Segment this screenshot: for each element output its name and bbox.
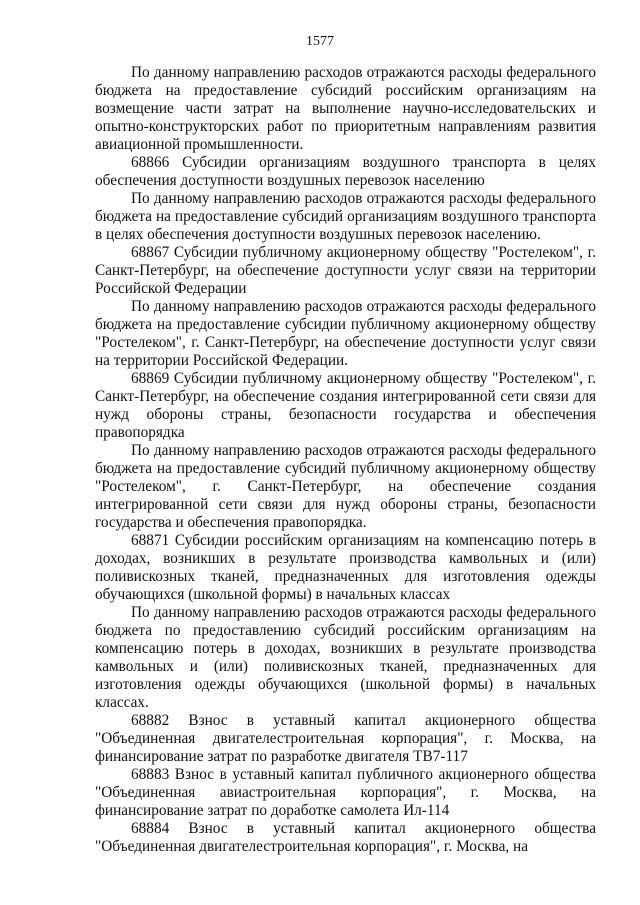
paragraph: По данному направлению расходов отражаются расходы федерального бюджета на предоставление субсидии публичному акционерному обществу "Ростелеком", г. Санкт-Петербург, на обеспечение доступности услуг связи на территории Российской Федерации.	[95, 298, 596, 369]
paragraph: По данному направлению расходов отражаются расходы федерального бюджета по предоставлению субсидий российским организациям на компенсацию потерь в доходах, возникших в результате производства камвольных и (или) поливискозных тканей, предназначенных для изготовления одежды обучающихся (школьной формы) в начальных классах.	[95, 604, 596, 711]
paragraph: 68883 Взнос в уставный капитал публичного акционерного общества "Объединенная авиастроительная корпорация", г. Москва, на финансирование затрат по доработке самолета Ил-114	[95, 766, 596, 819]
paragraph: 68871 Субсидии российским организациям на компенсацию потерь в доходах, возникших в результате производства камвольных и (или) поливискозных тканей, предназначенных для изготовления одежды обучающихся (школьной формы) в начальных классах	[95, 532, 596, 603]
paragraph: 68882 Взнос в уставный капитал акционерного общества "Объединенная двигателестроительная корпорация", г. Москва, на финансирование затрат по разработке двигателя ТВ7-117	[95, 712, 596, 765]
paragraph: 68884 Взнос в уставный капитал акционерного общества "Объединенная двигателестроительная корпорация", г. Москва, на	[95, 820, 596, 855]
paragraph: 68869 Субсидии публичному акционерному обществу "Ростелеком", г. Санкт-Петербург, на обеспечение создания интегрированной сети связи для нужд обороны страны, безопасности государства и обеспечения правопорядка	[95, 370, 596, 441]
paragraph: По данному направлению расходов отражаются расходы федерального бюджета на предоставление субсидий российским организациям на возмещение части затрат на выполнение научно-исследовательских и опытно-конструкторских работ по приоритетным направлениям развития авиационной промышленности.	[95, 64, 596, 153]
paragraph: По данному направлению расходов отражаются расходы федерального бюджета на предоставление субсидий публичному акционерному обществу "Ростелеком", г. Санкт-Петербург, на обеспечение создания интегрированной сети связи для нужд обороны страны, безопасности государства и обеспечения правопорядка.	[95, 442, 596, 531]
page-number: 1577	[306, 34, 334, 49]
paragraph: 68866 Субсидии организациям воздушного транспорта в целях обеспечения доступности воздушных перевозок населению	[95, 154, 596, 189]
paragraph: 68867 Субсидии публичному акционерному обществу "Ростелеком", г. Санкт-Петербург, на обеспечение доступности услуг связи на территории Российской Федерации	[95, 244, 596, 297]
paragraph: По данному направлению расходов отражаются расходы федерального бюджета на предоставление субсидий организациям воздушного транспорта в целях обеспечения доступности воздушных перевозок населению.	[95, 190, 596, 243]
body-text	[95, 64, 596, 856]
